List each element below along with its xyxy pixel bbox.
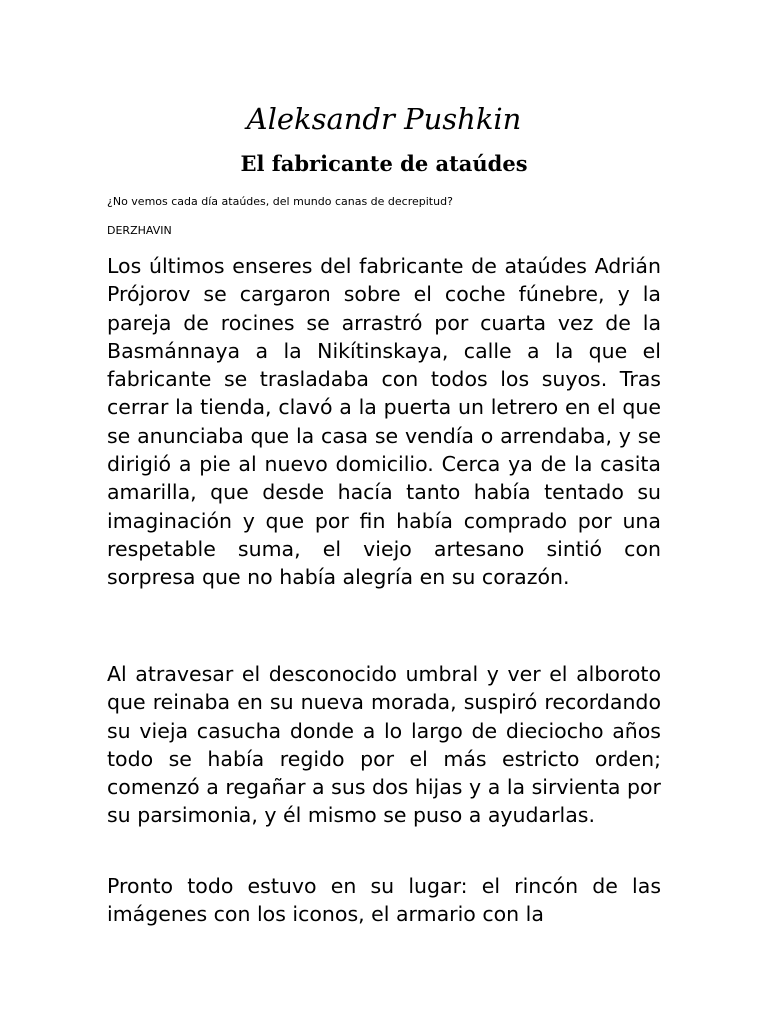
author-name: Aleksandr Pushkin [246, 102, 522, 136]
story-title: El fabricante de ataúdes [240, 151, 528, 176]
epigraph-quote: ¿No vemos cada día ataúdes, del mundo canas de decrepitud? [107, 195, 453, 208]
paragraph-2: Al atravesar el desconocido umbral y ver el alboroto que reinaba en su nueva morada, suspiró recordando su vieja casucha donde a lo largo de dieciocho años todo se había regido por el más estricto orden; comenzó a regañar a sus dos hijas y a la sirvienta por su parsimonia, y él mismo se puso a ayudarlas. [107, 662, 661, 828]
paragraph-3: Pronto todo estuvo en su lugar: el rincón de las imágenes con los iconos, el armario con la [107, 874, 661, 927]
paragraph-1: Los últimos enseres del fabricante de ataúdes Adrián Prójorov se cargaron sobre el coche fúnebre, y la pareja de rocines se arrastró por cuarta vez de la Basmánnaya a la Nikítinskaya, calle a la que el fabricante se trasladaba con todos los suyos. Tras cerrar la tienda, clavó a la puerta un letrero en el que se anunciaba que la casa se vendía o arrendaba, y se dirigió a pie al nuevo domicilio. Cerca ya de la casita amarilla, que desde hacía tanto había tentado su imaginación y que por fin había comprado por una respetable suma, el viejo artesano sintió con sorpresa que no había alegría en su corazón. [107, 254, 661, 590]
epigraph-source: DERZHAVIN [107, 224, 172, 237]
